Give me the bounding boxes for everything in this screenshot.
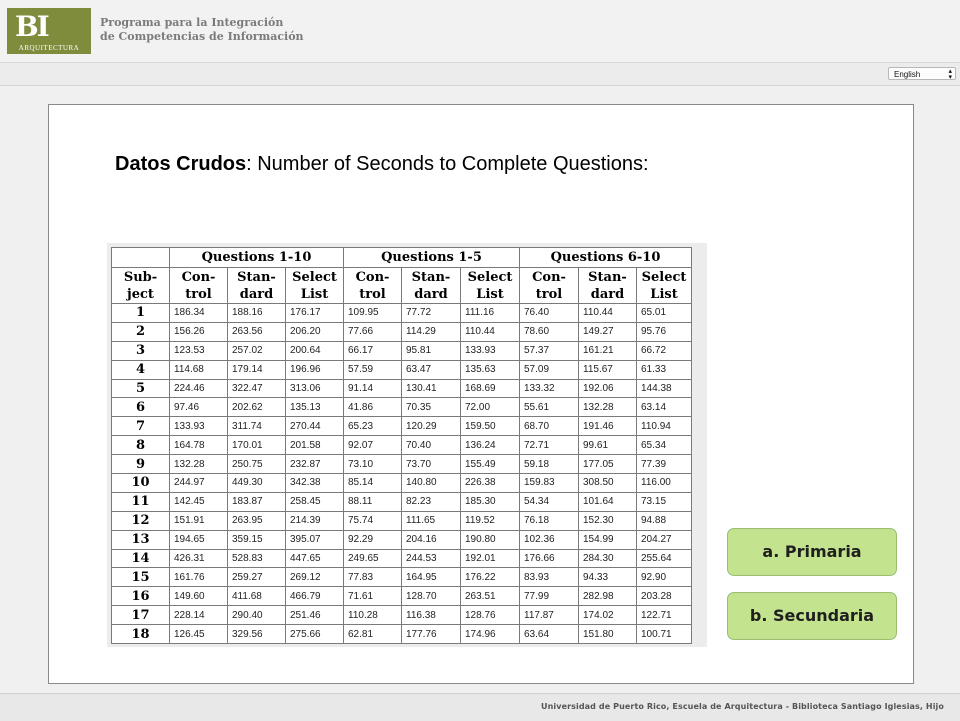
value-cell: 149.60 [170, 587, 228, 606]
value-cell: 65.01 [637, 304, 692, 323]
value-cell: 282.98 [579, 587, 637, 606]
value-cell: 259.27 [228, 568, 286, 587]
value-cell: 114.68 [170, 360, 228, 379]
column-header-line: trol [359, 286, 386, 302]
data-table [111, 247, 692, 644]
table-row [112, 606, 692, 625]
value-cell: 244.97 [170, 474, 228, 493]
program-title [100, 16, 304, 44]
value-cell: 136.24 [461, 436, 520, 455]
value-cell: 179.14 [228, 360, 286, 379]
subject-cell: 4 [112, 360, 170, 379]
value-cell: 117.87 [520, 606, 579, 625]
value-cell: 70.40 [402, 436, 461, 455]
column-header [170, 268, 228, 304]
subject-cell: 9 [112, 455, 170, 474]
value-cell: 57.09 [520, 360, 579, 379]
value-cell: 203.28 [637, 587, 692, 606]
value-cell: 76.18 [520, 511, 579, 530]
data-table-image [107, 243, 707, 647]
column-header-line: Con- [355, 269, 390, 285]
value-cell: 55.61 [520, 398, 579, 417]
value-cell: 206.20 [286, 322, 344, 341]
column-header [637, 268, 692, 304]
column-header-line: Select [292, 269, 337, 285]
value-cell: 111.16 [461, 304, 520, 323]
value-cell: 142.45 [170, 492, 228, 511]
value-cell: 63.47 [402, 360, 461, 379]
subject-cell: 10 [112, 474, 170, 493]
table-row [112, 511, 692, 530]
value-cell: 174.96 [461, 625, 520, 644]
value-cell: 100.71 [637, 625, 692, 644]
secundaria-button[interactable]: b. Secundaria [727, 592, 897, 640]
table-row [112, 360, 692, 379]
value-cell: 395.07 [286, 530, 344, 549]
table-row [112, 455, 692, 474]
value-cell: 249.65 [344, 549, 402, 568]
column-header-line: trol [535, 286, 563, 302]
column-header-line: Select [467, 269, 513, 285]
subject-cell: 18 [112, 625, 170, 644]
column-header-line: List [476, 286, 504, 302]
value-cell: 78.60 [520, 322, 579, 341]
logo-monogram: BI [15, 10, 48, 43]
value-cell: 155.49 [461, 455, 520, 474]
value-cell: 72.00 [461, 398, 520, 417]
table-row [112, 549, 692, 568]
value-cell: 92.07 [344, 436, 402, 455]
value-cell: 228.14 [170, 606, 228, 625]
subject-cell: 17 [112, 606, 170, 625]
value-cell: 151.80 [579, 625, 637, 644]
value-cell: 85.14 [344, 474, 402, 493]
value-cell: 65.23 [344, 417, 402, 436]
column-header-line: Stan- [411, 269, 451, 285]
table-row [112, 436, 692, 455]
value-cell: 61.33 [637, 360, 692, 379]
value-cell: 114.29 [402, 322, 461, 341]
value-cell: 196.96 [286, 360, 344, 379]
value-cell: 135.63 [461, 360, 520, 379]
value-cell: 168.69 [461, 379, 520, 398]
value-cell: 91.14 [344, 379, 402, 398]
value-cell: 92.90 [637, 568, 692, 587]
value-cell: 164.95 [402, 568, 461, 587]
column-header [228, 268, 286, 304]
value-cell: 270.44 [286, 417, 344, 436]
column-header-line: Stan- [237, 269, 276, 285]
value-cell: 71.61 [344, 587, 402, 606]
value-cell: 192.06 [579, 379, 637, 398]
value-cell: 94.88 [637, 511, 692, 530]
value-cell: 447.65 [286, 549, 344, 568]
subject-cell: 8 [112, 436, 170, 455]
value-cell: 135.13 [286, 398, 344, 417]
value-cell: 244.53 [402, 549, 461, 568]
table-row [112, 587, 692, 606]
value-cell: 224.46 [170, 379, 228, 398]
column-header [402, 268, 461, 304]
column-header-line: dard [414, 286, 448, 302]
value-cell: 54.34 [520, 492, 579, 511]
table-row [112, 379, 692, 398]
subject-cell: 6 [112, 398, 170, 417]
value-cell: 57.37 [520, 341, 579, 360]
value-cell: 528.83 [228, 549, 286, 568]
subject-cell: 15 [112, 568, 170, 587]
slide-heading [115, 153, 649, 176]
value-cell: 308.50 [579, 474, 637, 493]
value-cell: 57.59 [344, 360, 402, 379]
group-header: Questions 1-5 [344, 248, 520, 268]
value-cell: 83.93 [520, 568, 579, 587]
value-cell: 77.83 [344, 568, 402, 587]
column-header-line: Stan- [588, 269, 627, 285]
program-title-line2: de Competencias de Información [100, 30, 304, 43]
value-cell: 102.36 [520, 530, 579, 549]
value-cell: 152.30 [579, 511, 637, 530]
subject-header [112, 268, 170, 304]
table-row [112, 341, 692, 360]
table-corner [112, 248, 170, 268]
subject-header-line2: ject [127, 286, 154, 302]
subject-header-line1: Sub- [123, 269, 158, 285]
value-cell: 123.53 [170, 341, 228, 360]
value-cell: 63.64 [520, 625, 579, 644]
value-cell: 186.34 [170, 304, 228, 323]
value-cell: 201.58 [286, 436, 344, 455]
value-cell: 76.40 [520, 304, 579, 323]
value-cell: 116.00 [637, 474, 692, 493]
column-header-line: List [650, 286, 678, 302]
value-cell: 133.32 [520, 379, 579, 398]
value-cell: 284.30 [579, 549, 637, 568]
language-select-value: English [894, 70, 921, 79]
value-cell: 154.99 [579, 530, 637, 549]
value-cell: 110.28 [344, 606, 402, 625]
subject-cell: 16 [112, 587, 170, 606]
value-cell: 311.74 [228, 417, 286, 436]
value-cell: 161.76 [170, 568, 228, 587]
language-select[interactable] [888, 67, 956, 80]
value-cell: 88.11 [344, 492, 402, 511]
column-header-line: dard [590, 286, 625, 302]
value-cell: 95.81 [402, 341, 461, 360]
value-cell: 183.87 [228, 492, 286, 511]
value-cell: 120.29 [402, 417, 461, 436]
value-cell: 70.35 [402, 398, 461, 417]
value-cell: 177.76 [402, 625, 461, 644]
column-header [344, 268, 402, 304]
value-cell: 226.38 [461, 474, 520, 493]
value-cell: 111.65 [402, 511, 461, 530]
value-cell: 255.64 [637, 549, 692, 568]
value-cell: 126.45 [170, 625, 228, 644]
table-row [112, 417, 692, 436]
value-cell: 110.44 [461, 322, 520, 341]
table-row [112, 304, 692, 323]
value-cell: 170.01 [228, 436, 286, 455]
value-cell: 426.31 [170, 549, 228, 568]
value-cell: 250.75 [228, 455, 286, 474]
value-cell: 73.70 [402, 455, 461, 474]
value-cell: 66.72 [637, 341, 692, 360]
value-cell: 269.12 [286, 568, 344, 587]
group-header: Questions 6-10 [520, 248, 692, 268]
value-cell: 77.39 [637, 455, 692, 474]
value-cell: 188.16 [228, 304, 286, 323]
value-cell: 128.70 [402, 587, 461, 606]
column-header [461, 268, 520, 304]
value-cell: 411.68 [228, 587, 286, 606]
value-cell: 128.76 [461, 606, 520, 625]
column-header-line: Select [641, 269, 687, 285]
footer [0, 693, 960, 721]
value-cell: 144.38 [637, 379, 692, 398]
value-cell: 159.50 [461, 417, 520, 436]
slide-heading-rest: : Number of Seconds to Complete Questions: [246, 153, 649, 175]
value-cell: 258.45 [286, 492, 344, 511]
value-cell: 66.17 [344, 341, 402, 360]
value-cell: 159.83 [520, 474, 579, 493]
value-cell: 149.27 [579, 322, 637, 341]
value-cell: 92.29 [344, 530, 402, 549]
group-header: Questions 1-10 [170, 248, 344, 268]
toolbar [0, 62, 960, 86]
value-cell: 133.93 [461, 341, 520, 360]
subject-cell: 7 [112, 417, 170, 436]
value-cell: 133.93 [170, 417, 228, 436]
value-cell: 95.76 [637, 322, 692, 341]
value-cell: 62.81 [344, 625, 402, 644]
value-cell: 449.30 [228, 474, 286, 493]
slide-heading-bold: Datos Crudos [115, 153, 247, 175]
logo-subtitle: ARQUITECTURA [18, 44, 80, 52]
value-cell: 140.80 [402, 474, 461, 493]
table-row [112, 474, 692, 493]
value-cell: 161.21 [579, 341, 637, 360]
subject-cell: 11 [112, 492, 170, 511]
value-cell: 73.15 [637, 492, 692, 511]
value-cell: 99.61 [579, 436, 637, 455]
value-cell: 263.56 [228, 322, 286, 341]
value-cell: 174.02 [579, 606, 637, 625]
value-cell: 251.46 [286, 606, 344, 625]
value-cell: 151.91 [170, 511, 228, 530]
value-cell: 313.06 [286, 379, 344, 398]
column-header [286, 268, 344, 304]
value-cell: 97.46 [170, 398, 228, 417]
primaria-button[interactable]: a. Primaria [727, 528, 897, 576]
value-cell: 72.71 [520, 436, 579, 455]
value-cell: 466.79 [286, 587, 344, 606]
column-header-line: dard [239, 286, 274, 302]
value-cell: 94.33 [579, 568, 637, 587]
table-row [112, 530, 692, 549]
column-header-line: trol [185, 286, 212, 302]
value-cell: 130.41 [402, 379, 461, 398]
value-cell: 65.34 [637, 436, 692, 455]
value-cell: 68.70 [520, 417, 579, 436]
column-header-line: Con- [532, 269, 566, 285]
subject-cell: 13 [112, 530, 170, 549]
value-cell: 263.51 [461, 587, 520, 606]
table-row [112, 625, 692, 644]
value-cell: 75.74 [344, 511, 402, 530]
app-header [0, 0, 960, 62]
subject-cell: 14 [112, 549, 170, 568]
value-cell: 77.66 [344, 322, 402, 341]
value-cell: 176.22 [461, 568, 520, 587]
value-cell: 191.46 [579, 417, 637, 436]
value-cell: 204.27 [637, 530, 692, 549]
value-cell: 275.66 [286, 625, 344, 644]
program-title-line1: Programa para la Integración [100, 16, 284, 29]
value-cell: 110.94 [637, 417, 692, 436]
value-cell: 185.30 [461, 492, 520, 511]
value-cell: 192.01 [461, 549, 520, 568]
value-cell: 200.64 [286, 341, 344, 360]
value-cell: 176.66 [520, 549, 579, 568]
value-cell: 109.95 [344, 304, 402, 323]
value-cell: 101.64 [579, 492, 637, 511]
footer-text: Universidad de Puerto Rico, Escuela de Arquitectura - Biblioteca Santiago Iglesias, Hijo [541, 702, 944, 711]
value-cell: 164.78 [170, 436, 228, 455]
value-cell: 202.62 [228, 398, 286, 417]
value-cell: 263.95 [228, 511, 286, 530]
column-header-line: Con- [181, 269, 216, 285]
table-row [112, 568, 692, 587]
value-cell: 204.16 [402, 530, 461, 549]
value-cell: 194.65 [170, 530, 228, 549]
column-header [520, 268, 579, 304]
value-cell: 110.44 [579, 304, 637, 323]
subject-cell: 2 [112, 322, 170, 341]
value-cell: 322.47 [228, 379, 286, 398]
subject-cell: 3 [112, 341, 170, 360]
value-cell: 82.23 [402, 492, 461, 511]
subject-cell: 1 [112, 304, 170, 323]
value-cell: 329.56 [228, 625, 286, 644]
value-cell: 122.71 [637, 606, 692, 625]
value-cell: 359.15 [228, 530, 286, 549]
select-arrows-icon: ▴ ▾ [948, 68, 952, 81]
value-cell: 156.26 [170, 322, 228, 341]
value-cell: 177.05 [579, 455, 637, 474]
column-header-line: List [300, 286, 329, 302]
value-cell: 214.39 [286, 511, 344, 530]
value-cell: 342.38 [286, 474, 344, 493]
subject-cell: 12 [112, 511, 170, 530]
value-cell: 41.86 [344, 398, 402, 417]
value-cell: 119.52 [461, 511, 520, 530]
value-cell: 59.18 [520, 455, 579, 474]
value-cell: 132.28 [170, 455, 228, 474]
subject-cell: 5 [112, 379, 170, 398]
value-cell: 73.10 [344, 455, 402, 474]
table-row [112, 322, 692, 341]
value-cell: 257.02 [228, 341, 286, 360]
value-cell: 190.80 [461, 530, 520, 549]
table-row [112, 492, 692, 511]
value-cell: 290.40 [228, 606, 286, 625]
value-cell: 115.67 [579, 360, 637, 379]
value-cell: 63.14 [637, 398, 692, 417]
value-cell: 132.28 [579, 398, 637, 417]
table-row [112, 398, 692, 417]
value-cell: 232.87 [286, 455, 344, 474]
logo [7, 8, 91, 54]
value-cell: 116.38 [402, 606, 461, 625]
column-header [579, 268, 637, 304]
value-cell: 77.72 [402, 304, 461, 323]
value-cell: 77.99 [520, 587, 579, 606]
value-cell: 176.17 [286, 304, 344, 323]
